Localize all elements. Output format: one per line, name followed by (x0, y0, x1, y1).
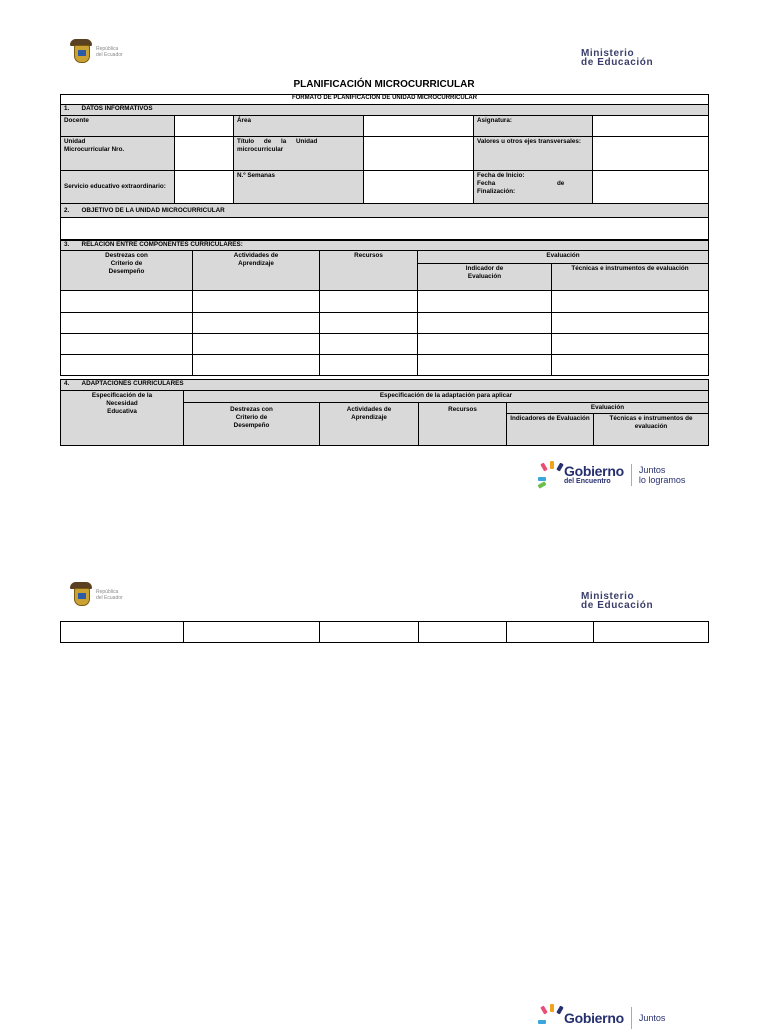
necesidad-header-line2: Necesidad (106, 400, 138, 407)
ministerio-logo (581, 49, 653, 67)
fechas-label (474, 171, 593, 204)
section2-number: 2. (64, 206, 70, 214)
recursos-cell[interactable] (320, 313, 418, 334)
asignatura-label: Asignatura: (474, 116, 593, 137)
destrezas-header-line1: Destrezas con (105, 252, 148, 259)
unidad-label (61, 137, 175, 171)
actividades-cell[interactable] (193, 334, 320, 355)
page-title: PLANIFICACIÓN MICROCURRICULAR (293, 79, 475, 90)
destrezas-cell[interactable] (61, 313, 193, 334)
evaluacion-header: Evaluación (418, 251, 709, 264)
adapt-evaluacion-header: Evaluación (507, 403, 709, 414)
especificacion-header: Especificación de la adaptación para aplicar (184, 391, 709, 403)
gobierno-sub: del Encuentro (564, 478, 611, 485)
necesidad-header-line1: Especificación de la (91, 392, 153, 399)
adapt-tecnicas-header (594, 414, 709, 446)
necesidad-cell[interactable] (61, 622, 184, 643)
section1-title: DATOS INFORMATIVOS (81, 105, 153, 112)
page2-republica-logo (70, 582, 123, 608)
tecnicas-header: Técnicas e instrumentos de evaluación (552, 264, 709, 291)
table-row (61, 334, 709, 355)
page2-gobierno-divider (631, 1007, 632, 1029)
area-field[interactable] (364, 116, 474, 137)
componentes-curriculares-table (60, 240, 709, 376)
indicador-header-line1: Indicador de (465, 265, 504, 272)
page2-coat-of-arms-icon (70, 582, 92, 608)
ministerio-text: Ministerio (581, 48, 635, 59)
recursos-cell[interactable] (320, 355, 418, 376)
actividades-cell[interactable] (193, 291, 320, 313)
destrezas-header (61, 251, 193, 291)
page2-republica-text: República (96, 589, 119, 595)
section2-title: OBJETIVO DE LA UNIDAD MICROCURRICULAR (81, 206, 225, 214)
gobierno-mark-icon (540, 461, 564, 489)
servicio-label: Servicio educativo extraordinario: (61, 171, 175, 204)
section4-heading (61, 380, 709, 391)
indicador-header-line2: Evaluación (467, 273, 502, 280)
asignatura-field[interactable] (593, 116, 709, 137)
tecnicas-cell[interactable] (552, 313, 709, 334)
indicador-cell[interactable] (418, 334, 552, 355)
adapt-destrezas-line3: Desempeño (233, 422, 270, 429)
fecha-inicio-label: Fecha de Inicio: (477, 172, 525, 179)
adapt-destrezas-line2: Criterio de (235, 414, 268, 421)
gobierno-word: Gobierno (564, 463, 624, 479)
necesidad-header-line3: Educativa (107, 408, 137, 415)
adapt-actividades-cell[interactable] (320, 622, 419, 643)
table-row (61, 313, 709, 334)
page2-ecuador-text: del Ecuador (96, 595, 123, 601)
adapt-recursos-header: Recursos (419, 403, 507, 446)
objetivo-field[interactable] (61, 218, 709, 240)
docente-label: Docente (61, 116, 175, 137)
destrezas-cell[interactable] (61, 291, 193, 313)
semanas-label: N.º Semanas (234, 171, 364, 204)
page2-continuation-table (60, 621, 709, 643)
adapt-tecnicas-line1: Técnicas e instrumentos de (609, 415, 693, 422)
valores-field[interactable] (593, 137, 709, 171)
ecuador-text: del Ecuador (96, 52, 123, 58)
docente-field[interactable] (175, 116, 234, 137)
destrezas-cell[interactable] (61, 334, 193, 355)
page2-ministerio-logo (581, 592, 653, 610)
educacion-text: de Educación (581, 57, 654, 68)
recursos-cell[interactable] (320, 334, 418, 355)
section3-title: RELACIÓN ENTRE COMPONENTES CURRICULARES: (81, 241, 243, 248)
unidad-label-line1: Unidad (64, 138, 86, 145)
slogan-line1: Juntos (638, 465, 666, 475)
titulo-unidad-field[interactable] (364, 137, 474, 171)
destrezas-cell[interactable] (61, 355, 193, 376)
tecnicas-cell[interactable] (552, 334, 709, 355)
indicador-cell[interactable] (418, 313, 552, 334)
semanas-field[interactable] (364, 171, 474, 204)
adapt-tecnicas-line2: evaluación (634, 423, 668, 430)
actividades-header (193, 251, 320, 291)
table-row (61, 622, 709, 643)
servicio-field[interactable] (175, 171, 234, 204)
table-row (61, 355, 709, 376)
destrezas-header-line2: Criterio de (110, 260, 143, 267)
indicador-header (418, 264, 552, 291)
adaptaciones-curriculares-table (60, 379, 709, 446)
republica-logo (70, 39, 123, 65)
unidad-field[interactable] (175, 137, 234, 171)
section3-heading (61, 241, 709, 251)
destrezas-header-line3: Desempeño (108, 268, 145, 275)
section1-number: 1. (64, 105, 70, 112)
fecha-fin-label-line1: Fecha de (477, 180, 565, 187)
page2-ministerio-text: Ministerio (581, 591, 635, 602)
actividades-cell[interactable] (193, 355, 320, 376)
actividades-header-line1: Actividades de (233, 252, 279, 259)
indicador-cell[interactable] (418, 355, 552, 376)
page2-gobierno-mark-icon (540, 1004, 564, 1032)
adapt-tecnicas-cell[interactable] (594, 622, 709, 643)
section4-title: ADAPTACIONES CURRICULARES (81, 380, 184, 387)
form-subtitle: FORMATO DE PLANIFICACIÓN DE UNIDAD MICROCURRICULAR (61, 95, 709, 105)
section2-heading (61, 204, 709, 218)
tecnicas-cell[interactable] (552, 355, 709, 376)
section1-heading (61, 105, 709, 116)
fechas-field[interactable] (593, 171, 709, 204)
coat-of-arms-icon (70, 39, 92, 65)
recursos-header: Recursos (320, 251, 418, 291)
necesidad-header (61, 391, 184, 446)
adapt-actividades-line2: Aprendizaje (351, 414, 387, 421)
valores-label: Valores u otros ejes transversales: (474, 137, 593, 171)
page2-educacion-text: de Educación (581, 600, 654, 611)
recursos-cell[interactable] (320, 291, 418, 313)
page2-gobierno-logo (540, 1004, 665, 1032)
titulo-unidad-label (234, 137, 364, 171)
adapt-actividades-header (320, 403, 419, 446)
actividades-cell[interactable] (193, 313, 320, 334)
fecha-fin-label-line2: Finalización: (477, 188, 516, 195)
section4-number: 4. (64, 380, 70, 387)
adapt-actividades-line1: Actividades de (346, 406, 392, 413)
unidad-label-line2: Microcurricular Nro. (64, 146, 125, 153)
gobierno-divider (631, 464, 632, 486)
slogan-line2: lo logramos (638, 475, 686, 485)
table-row (61, 291, 709, 313)
adapt-destrezas-header (184, 403, 320, 446)
adapt-indicadores-header: Indicadores de Evaluación (507, 414, 594, 446)
adapt-indicadores-cell[interactable] (507, 622, 594, 643)
adapt-destrezas-cell[interactable] (184, 622, 320, 643)
area-label: Área (234, 116, 364, 137)
section3-number: 3. (64, 241, 70, 248)
datos-informativos-table (60, 94, 709, 240)
titulo-label-line1: Título de la Unidad (237, 138, 318, 145)
gobierno-logo (540, 461, 685, 489)
indicador-cell[interactable] (418, 291, 552, 313)
page2-slogan-line1: Juntos (638, 1013, 666, 1023)
adapt-recursos-cell[interactable] (419, 622, 507, 643)
page2-gobierno-word: Gobierno (564, 1009, 624, 1026)
actividades-header-line2: Aprendizaje (238, 260, 274, 267)
republica-text: República (96, 46, 119, 52)
tecnicas-cell[interactable] (552, 291, 709, 313)
adapt-destrezas-line1: Destrezas con (230, 406, 273, 413)
titulo-label-line2: microcurricular (237, 146, 284, 153)
